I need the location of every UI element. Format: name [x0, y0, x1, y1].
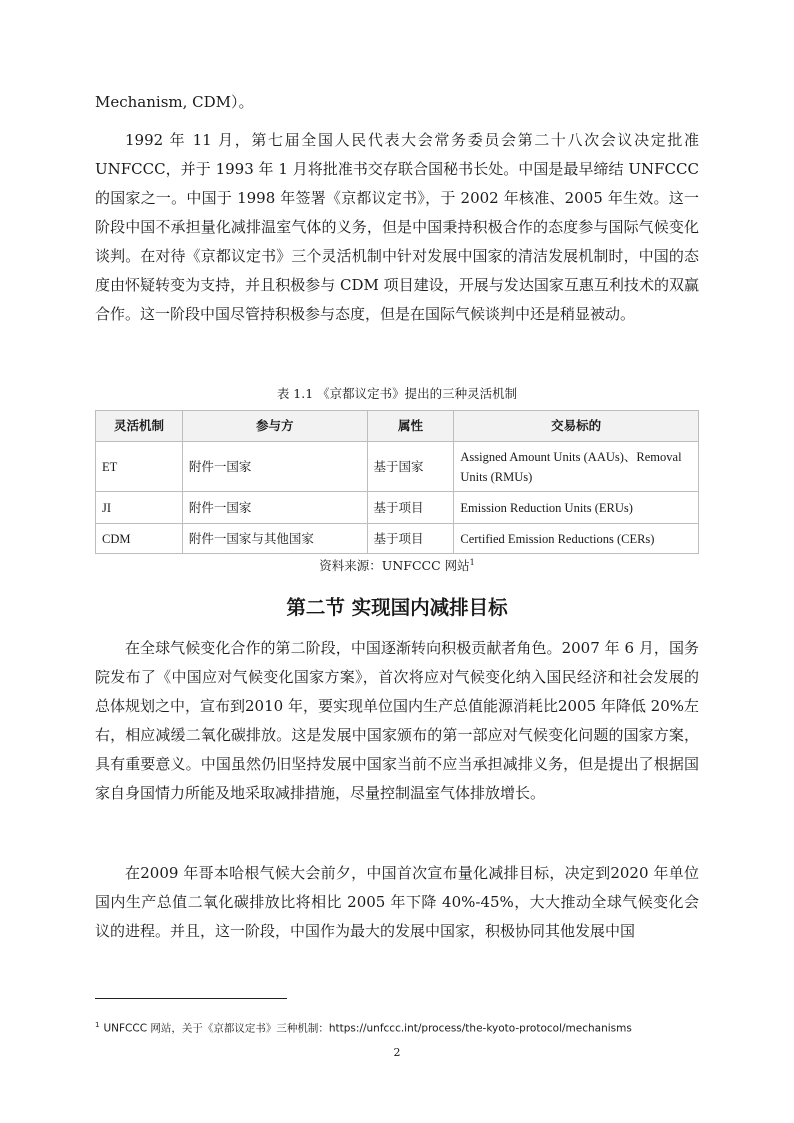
- table-header-row: [96, 411, 699, 442]
- footnote: [95, 1017, 699, 1037]
- cell-mechanism: CDM: [96, 524, 183, 554]
- cell-mechanism: ET: [96, 442, 183, 492]
- table-row: [96, 524, 699, 554]
- cell-party: 附件一国家: [182, 442, 367, 492]
- table-row: [96, 492, 699, 524]
- cell-target: Emission Reduction Units (ERUs): [454, 492, 699, 524]
- table-caption: 表 1.1 《京都议定书》提出的三种灵活机制: [276, 386, 518, 401]
- page-number: 2: [393, 1046, 401, 1059]
- column-header-party: 参与方: [182, 411, 367, 442]
- cell-party: 附件一国家与其他国家: [182, 524, 367, 554]
- paragraph-unfccc-history: 1992 年 11 月，第七届全国人民代表大会常务委员会第二十八次会议决定批准UNFCCC，并于 1993 年 1 月将批准书交存联合国秘书长处。中国是最早缔结 UNFCCC 的国家之一。中国于 1998 年签署《京都议定书》，于 2002 年核准、2005 年生效。这一阶段中国不承担量化减排温室气体的义务，但是中国秉持积极合作的态度参与国际气候变化谈判。在对待《京都议定书》三个灵活机制中针对发展中国家的清洁发展机制时，中国的态度由怀疑转变为支持，并且积极参与 CDM 项目建设，开展与发达国家互惠互利技术的双赢合作。这一阶段中国尽管持积极参与态度，但是在国际气候谈判中还是稍显被动。: [95, 131, 699, 323]
- table-row: [96, 442, 699, 492]
- flexible-mechanisms-table: [95, 410, 699, 554]
- column-header-attribute: 属性: [367, 411, 454, 442]
- footnote-number: 1: [95, 1021, 100, 1029]
- paragraph-copenhagen: 在2009 年哥本哈根气候大会前夕，中国首次宣布量化减排目标，决定到2020 年单位国内生产总值二氧化碳排放比将相比 2005 年下降 40%-45%，大大推动全球气候变化会议的进程。并且，这一阶段，中国作为最大的发展中国家，积极协同其他发展中国: [95, 864, 699, 940]
- source-text: 资料来源：UNFCCC 网站: [319, 558, 470, 574]
- footnote-text: UNFCCC 网站，关于《京都议定书》三种机制：https://unfccc.int/process/the-kyoto-protocol/mechanisms: [103, 1022, 632, 1035]
- cell-attribute: 基于项目: [367, 524, 454, 554]
- cell-attribute: 基于项目: [367, 492, 454, 524]
- column-header-target: 交易标的: [454, 411, 699, 442]
- cell-attribute: 基于国家: [367, 442, 454, 492]
- footnote-reference[interactable]: 1: [469, 558, 475, 567]
- cell-party: 附件一国家: [182, 492, 367, 524]
- cell-mechanism: JI: [96, 492, 183, 524]
- section-heading: 第二节 实现国内减排目标: [286, 596, 508, 619]
- table-source: [95, 554, 699, 575]
- cell-target: Certified Emission Reductions (CERs): [454, 524, 699, 554]
- continued-text: Mechanism, CDM）。: [95, 93, 254, 111]
- footnote-divider: [95, 998, 287, 999]
- cell-target: Assigned Amount Units (AAUs)、Removal Units (RMUs): [454, 442, 699, 492]
- paragraph-national-plan: 在全球气候变化合作的第二阶段，中国逐渐转向积极贡献者角色。2007 年 6 月，国务院发布了《中国应对气候变化国家方案》，首次将应对气候变化纳入国民经济和社会发展的总体规划之中，宣布到2010 年，要实现单位国内生产总值能源消耗比2005 年降低 20%左右，相应减缓二氧化碳排放。这是发展中国家颁布的第一部应对气候变化问题的国家方案，具有重要意义。中国虽然仍旧坚持发展中国家当前不应当承担减排义务，但是提出了根据国家自身国情力所能及地采取减排措施，尽量控制温室气体排放增长。: [95, 639, 699, 802]
- column-header-mechanism: 灵活机制: [96, 411, 183, 442]
